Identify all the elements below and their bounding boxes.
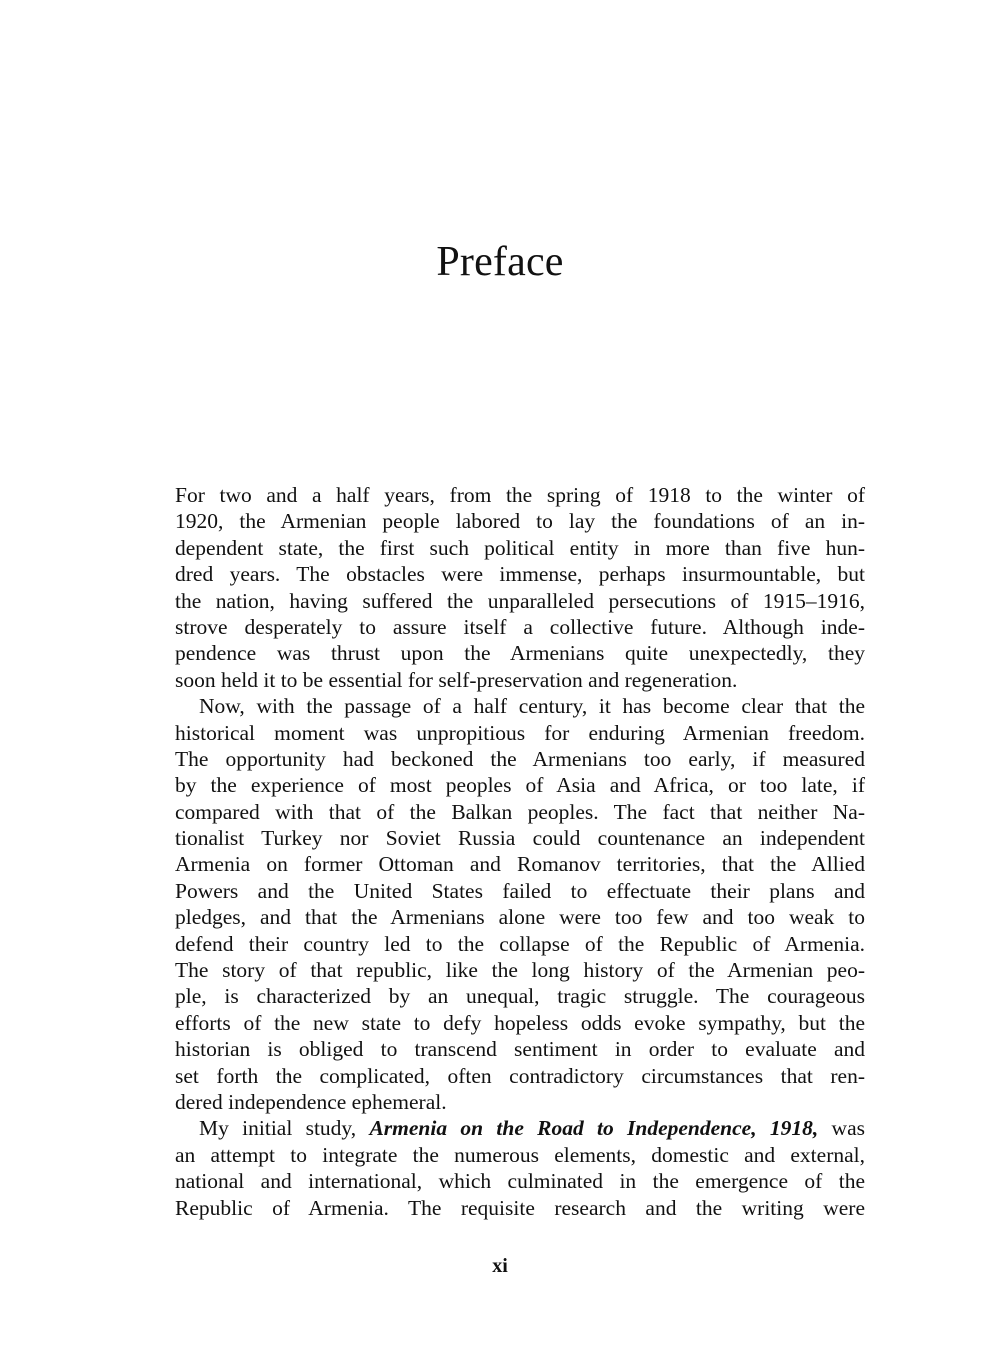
paragraph-3 <box>175 1115 865 1221</box>
text-line: historian is obliged to transcend sentiment in order to evaluate and <box>175 1037 865 1062</box>
text-line: ple, is characterized by an unequal, tragic struggle. The courageous <box>175 984 865 1009</box>
text-line: efforts of the new state to defy hopeless odds evoke sympathy, but the <box>175 1010 865 1035</box>
text-line: For two and a half years, from the spring of 1918 to the winter of <box>175 483 865 507</box>
text-line: dependent state, the first such political entity in more than five hun- <box>175 535 865 560</box>
text-line: set forth the complicated, often contradictory circumstances that ren- <box>175 1063 865 1088</box>
text-line: Powers and the United States failed to effectuate their plans and <box>175 878 865 903</box>
text-line: The story of that republic, like the long history of the Armenian peo- <box>175 958 865 983</box>
text-line: tionalist Turkey nor Soviet Russia could countenance an independent <box>175 826 865 851</box>
text-line: soon held it to be essential for self-preservation and regeneration. <box>175 667 738 692</box>
book-title: Armenia on the Road to Independence, 1918, <box>369 1116 819 1141</box>
text-line: dered independence ephemeral. <box>175 1089 447 1114</box>
text-run: My initial study, <box>199 1116 370 1141</box>
text-line: compared with that of the Balkan peoples. The fact that neither Na- <box>175 799 865 824</box>
text-line: defend their country led to the collapse of the Republic of Armenia. <box>175 931 865 956</box>
text-line: Republic of Armenia. The requisite research and the writing were <box>175 1195 865 1220</box>
text-line: The opportunity had beckoned the Armenians too early, if measured <box>175 746 865 771</box>
page-title: Preface <box>436 239 564 285</box>
page-number: xi <box>492 1255 508 1277</box>
text-line: by the experience of most peoples of Asia and Africa, or too late, if <box>175 773 865 798</box>
text-line: 1920, the Armenian people labored to lay the foundations of an in- <box>175 509 865 534</box>
text-line <box>175 1115 865 1141</box>
paragraph-1 <box>175 482 865 693</box>
text-line: dred years. The obstacles were immense, perhaps insurmountable, but <box>175 562 865 587</box>
text-line: national and international, which culminated in the emergence of the <box>175 1169 865 1194</box>
text-line: the nation, having suffered the unparalleled persecutions of 1915–1916, <box>175 588 865 613</box>
text-run: was <box>818 1116 865 1141</box>
text-line: pendence was thrust upon the Armenians quite unexpectedly, they <box>175 641 865 666</box>
text-line: historical moment was unpropitious for enduring Armenian freedom. <box>175 720 865 745</box>
text-line: strove desperately to assure itself a collective future. Although inde- <box>175 614 865 639</box>
text-line: Armenia on former Ottoman and Romanov territories, that the Allied <box>175 852 865 877</box>
text-line: Now, with the passage of a half century, it has become clear that the <box>199 694 865 719</box>
text-line: pledges, and that the Armenians alone were too few and too weak to <box>175 905 865 930</box>
text-line: an attempt to integrate the numerous elements, domestic and external, <box>175 1142 865 1167</box>
paragraph-2 <box>175 693 865 1115</box>
preface-body <box>175 482 865 1221</box>
